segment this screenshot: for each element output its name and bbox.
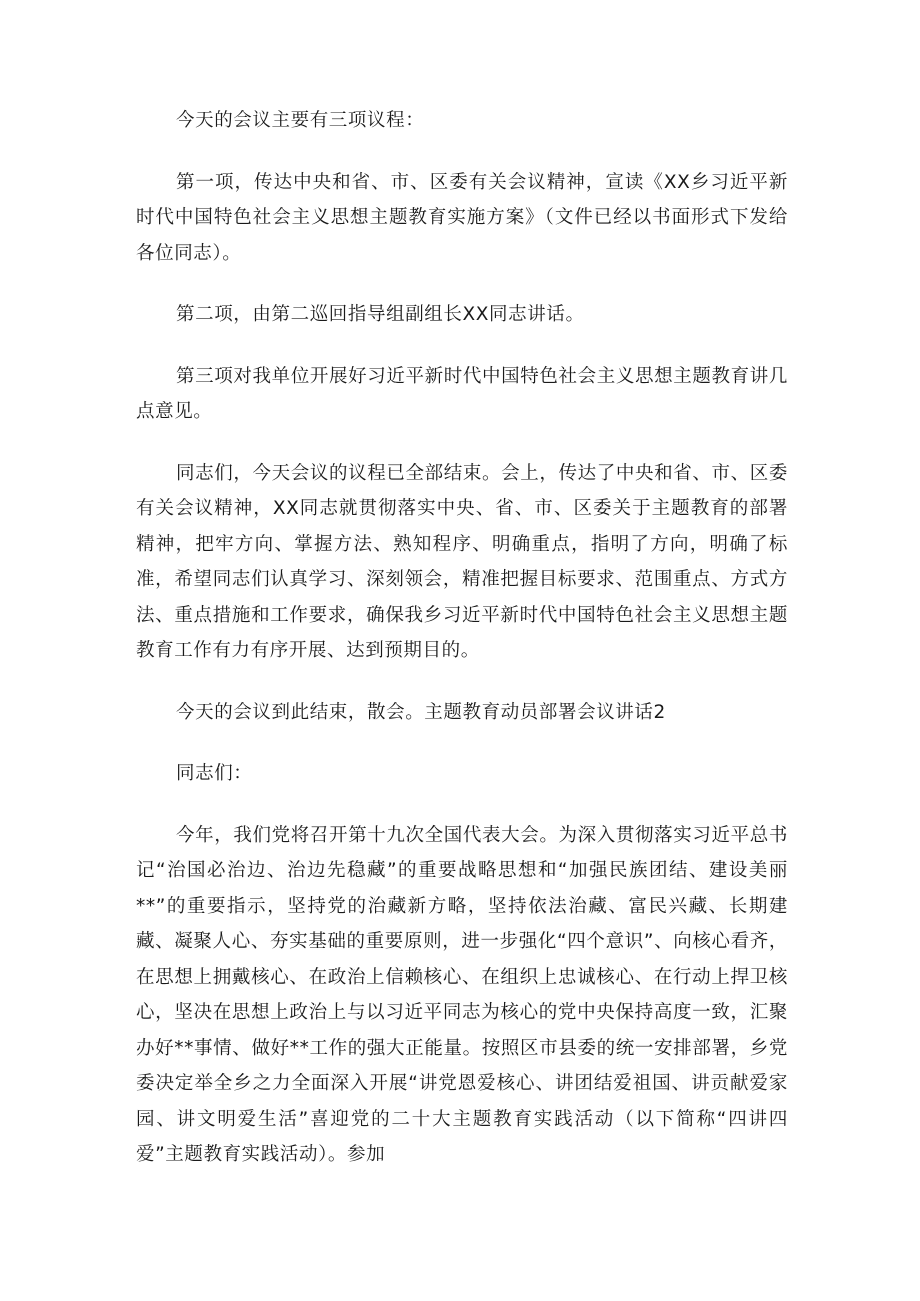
paragraph-salutation: 同志们：: [176, 763, 253, 784]
paragraph-summary: 同志们，今天会议的议程已全部结束。会上，传达了中央和省、市、区委有关会议精神，XX同志就贯彻落实中央、省、市、区委关于主题教育的部署精神，把牢方向、掌握方法、熟知程序、明确重点，指明了方向，明确了标准，希望同志们认真学习、深刻领会，精准把握目标要求、范围重点、方式方法、重点措施和工作要求，确保我乡习近平新时代中国特色社会主义思想主题教育工作有力有序开展、达到预期目的。: [136, 462, 788, 661]
paragraph-agenda-intro: 今天的会议主要有三项议程：: [176, 110, 425, 131]
paragraph-closing: 今天的会议到此结束，散会。主题教育动员部署会议讲话2: [176, 701, 666, 723]
paragraph-speech-body: 今年，我们党将召开第十九次全国代表大会。为深入贯彻落实习近平总书记“治国必治边、治边先稳藏”的重要战略思想和“加强民族团结、建设美丽**”的重要指示，坚持党的治藏新方略，坚持依法治藏、富民兴藏、长期建藏、凝聚人心、夯实基础的重要原则，进一步强化“四个意识”、向核心看齐，在思想上拥戴核心、在政治上信赖核心、在组织上忠诚核心、在行动上捍卫核心，坚决在思想上政治上与以习近平同志为核心的党中央保持高度一致，汇聚办好**事情、做好**工作的强大正能量。按照区市县委的统一安排部署，乡党委决定举全乡之力全面深入开展“讲党恩爱核心、讲团结爱祖国、讲贡献爱家园、讲文明爱生活”喜迎党的二十大主题教育实践活动（以下简称“四讲四爱”主题教育实践活动）。参加: [136, 824, 788, 1165]
document-body: [136, 103, 788, 1199]
paragraph-item-three: 第三项对我单位开展好习近平新时代中国特色社会主义思想主题教育讲几点意见。: [136, 365, 788, 422]
paragraph-item-one: 第一项，传达中央和省、市、区委有关会议精神，宣读《XX乡习近平新时代中国特色社会主义思想主题教育实施方案》（文件已经以书面形式下发给各位同志）。: [136, 171, 788, 264]
paragraph-item-two: 第二项，由第二巡回指导组副组长XX同志讲话。: [176, 304, 585, 325]
